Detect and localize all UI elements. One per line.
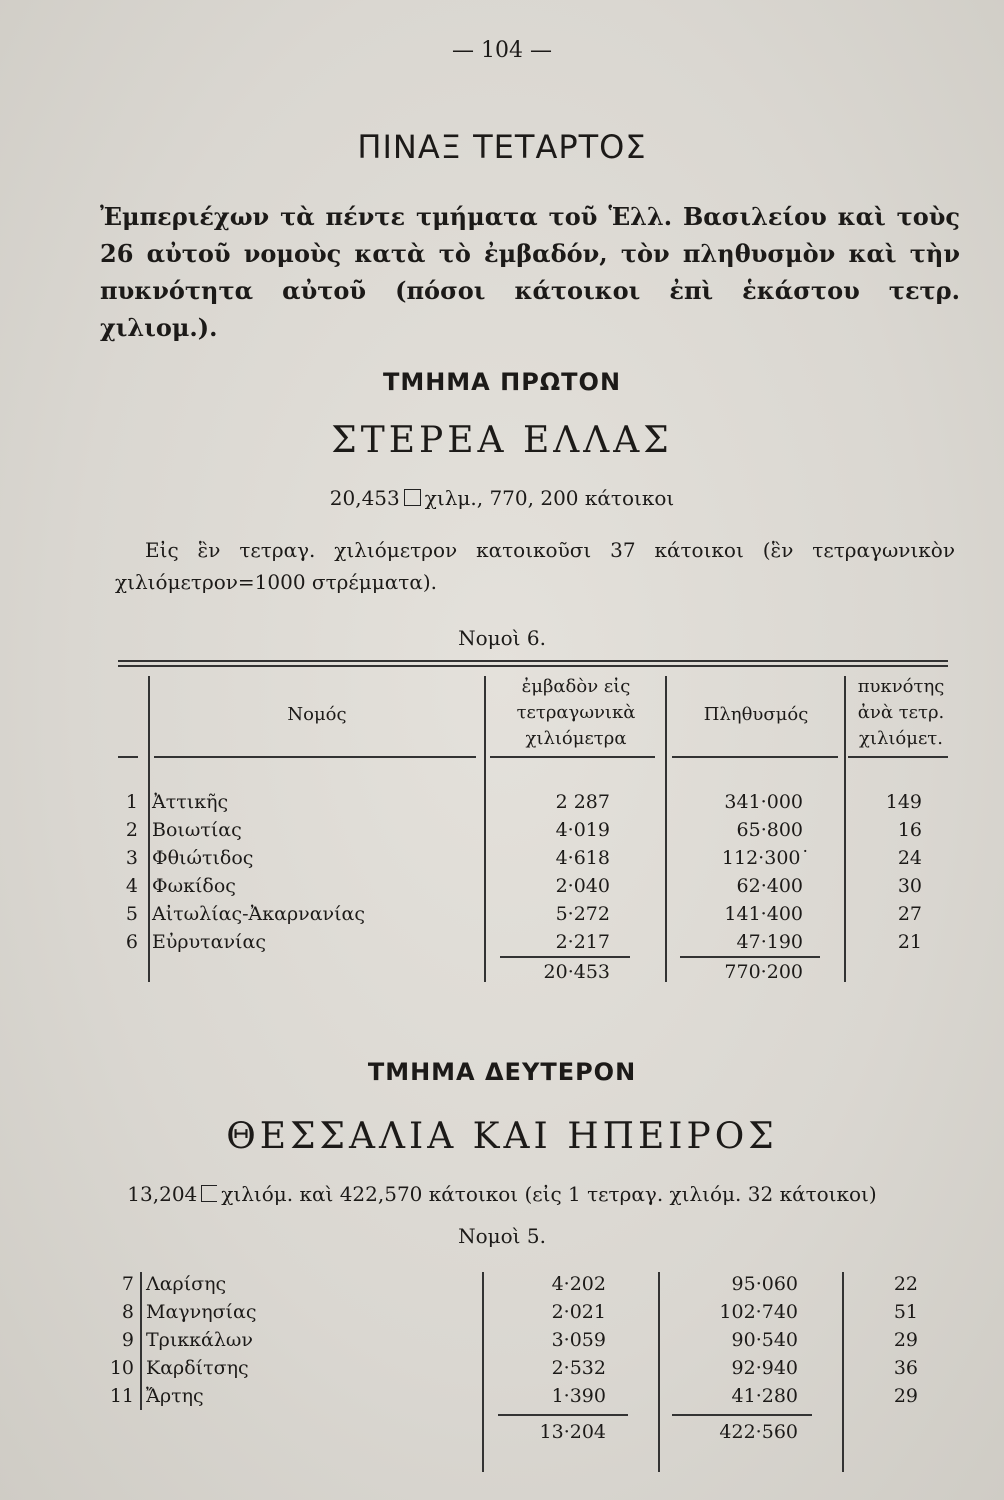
section1-summary-text: χιλμ., 770, 200 κάτοικοι (424, 486, 675, 510)
book-page: — 104 — ΠΙΝΑΞ ΤΕΤΑΡΤΟΣ Ἐμπεριέχων τὰ πέντε τμήματα τοῦ Ἑλλ. Βασιλείου καὶ τοὺς 26 αὐτοῦ νομοὺς κατὰ τὸ ἐμβαδόν, τὸν πληθυσμὸν καὶ τὴν πυκνότητα αὐτοῦ (πόσοι κάτοικοι ἐπὶ ἑκάστου τετρ. χιλιομ.). ΤΜΗΜΑ ΠΡΩΤΟΝ ΣΤΕΡΕΑ ΕΛΛΑΣ 20,453 χιλμ., 770, 200 κάτοικοι Εἰς ἓν τετραγ. χιλιόμετρον κατοικοῦσι 37 κάτοικοι (ἓν τετραγωνικὸν χιλιόμετρον=1000 στρέμματα). Νομοὶ 6. Νομός ἐμβαδὸν εἰς τετραγωνικὰ χιλιόμετρα Πληθυσμός πυκνότης ἀνὰ τετρ. χιλιόμετ. 1 Ἀττικῆς 2 287 341·000 149 2 Βοιωτίας 4·019 65·800 16 3 Φθιώτιδος 4·618 112·300˙ 24 4 Φωκίδος 2·040 62·400 30 5 Αἰτωλίας-Ἀκαρνανίας 5·272 141·400 27 6 Εὐρυτανίας 2·217 47·190 21 20·453 770·200 ΤΜΗΜΑ ΔΕΥΤΕΡΟΝ ΘΕΣΣΑΛΙΑ ΚΑΙ ΗΠΕΙΡΟΣ 13,204 χιλιόμ. καὶ 422,570 κάτοικοι (εἰς 1 τετραγ. χιλιόμ. 32 κάτοικοι) Νομοὶ 5. 7 Λαρίσης 4·202 95·060 22 8 Μαγνησίας 2·021 102·740 51 9 Τρικκάλων 3·059 90·540 29 10 Καρδίτσης 2·532 92·940 36 11 Ἄρτης 1·390 41·280 29 13·204 422·560 (0, 0, 1004, 1500)
section2-prefectures-count: Νομοὶ 5. (458, 1224, 546, 1248)
section2-summary-text: χιλιόμ. καὶ 422,570 κάτοικοι (εἰς 1 τετραγ. χιλιόμ. 32 κάτοικοι) (221, 1182, 877, 1206)
square-symbol-icon (201, 1185, 217, 1202)
page-number: — 104 — (452, 38, 552, 63)
table1-top-rule-2 (118, 665, 948, 667)
header-name: Νομός (287, 704, 347, 725)
table1-header-rule (848, 756, 948, 758)
section1-heading: ΤΜΗΜΑ ΠΡΩΤΟΝ (382, 368, 622, 396)
table1-header-rule (154, 756, 476, 758)
table1-total-pop: 770·200 (724, 961, 803, 983)
table-title: ΠΙΝΑΞ ΤΕΤΑΡΤΟΣ (357, 128, 647, 166)
table2-divider (140, 1272, 142, 1410)
square-symbol-icon (404, 489, 421, 506)
section2-area-total: 13,204 (127, 1182, 198, 1206)
section2-summary (0, 1182, 1004, 1206)
table1-header-rule (490, 756, 655, 758)
table2-total-area: 13·204 (539, 1421, 606, 1443)
section1-prefectures-count: Νομοὶ 6. (458, 626, 546, 650)
section2-region: ΘΕΣΣΑΛΙΑ ΚΑΙ ΗΠΕΙΡΟΣ (226, 1116, 778, 1157)
section1-density-note: Εἰς ἓν τετραγ. χιλιόμετρον κατοικοῦσι 37 κάτοικοι (ἓν τετραγωνικὸν χιλιόμετρον=1000 στρέμματα). (115, 538, 955, 594)
section1-area-total: 20,453 (329, 486, 400, 510)
table1-header-rule (118, 756, 138, 758)
section1-region: ΣΤΕΡΕΑ ΕΛΛΑΣ (331, 420, 673, 461)
section1-summary (0, 486, 1004, 510)
table2-sum-rule (672, 1414, 812, 1416)
table1-header-rule (672, 756, 838, 758)
header-area: ἐμβαδὸν εἰς τετραγωνικὰ χιλιόμετρα (516, 676, 636, 749)
section2-heading: ΤΜΗΜΑ ΔΕΥΤΕΡΟΝ (367, 1058, 637, 1086)
header-density: πυκνότης ἀνὰ τετρ. χιλιόμετ. (857, 676, 945, 749)
table1-top-rule (118, 660, 948, 662)
table2-total-pop: 422·560 (719, 1421, 798, 1443)
intro-paragraph: Ἐμπεριέχων τὰ πέντε τμήματα τοῦ Ἑλλ. Βασιλείου καὶ τοὺς 26 αὐτοῦ νομοὺς κατὰ τὸ ἐμβαδόν, τὸν πληθυσμὸν καὶ τὴν πυκνότητα αὐτοῦ (πόσοι κάτοικοι ἐπὶ ἑκάστου τετρ. χιλιομ.). (100, 202, 960, 342)
header-population: Πληθυσμός (703, 704, 809, 725)
table2-sum-rule (498, 1414, 628, 1416)
table1-total-area: 20·453 (543, 961, 610, 983)
